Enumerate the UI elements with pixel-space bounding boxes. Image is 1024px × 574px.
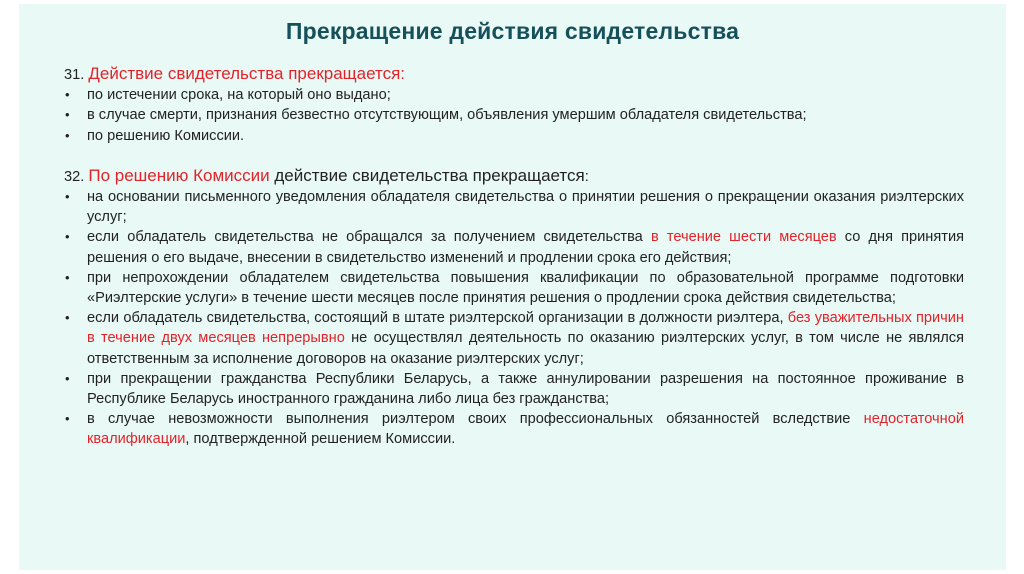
slide-content [64,64,964,450]
list-item: • в случае смерти, признания безвестно отсутствующим, объявления умершим обладателя свидетельства; [64,105,964,125]
section-32-list [64,187,964,450]
page-title: Прекращение действия свидетельства [285,18,740,44]
section-32-title-rest: действие свидетельства прекращается [269,165,585,185]
highlight-red: без уважительных причин в течение двух месяцев непрерывно [87,310,964,347]
list-item: • если обладатель свидетельства, состоящий в штате риэлтерской организации в должности риэлтера, без уважительных причин в течение двух месяцев непрерывно не осуществлял деятельность по оказанию риэлтерских услуг, в том числе не являлся ответственным за исполнение договоров на оказание риэлтерских услуг; [64,308,964,369]
list-item: • при прекращении гражданства Республики Беларусь, а также аннулировании разрешения на постоянное проживание в Республике Беларусь иностранного гражданина либо лица без гражданства; [64,369,964,409]
highlight-red: недостаточной квалификации [87,411,964,448]
section-31-number: 31. [64,67,85,83]
section-31-list [64,85,964,146]
section-32-title-red: По решению Комиссии [88,165,270,185]
list-item: • в случае невозможности выполнения риэлтером своих профессиональных обязанностей вследствие недостаточной квалификации, подтвержденной решением Комиссии. [64,409,964,449]
section-32-number: 32. [64,168,85,185]
section-32-heading [64,166,964,187]
list-item: • если обладатель свидетельства не обращался за получением свидетельства в течение шести месяцев со дня принятия решения о его выдаче, внесении в свидетельство изменений и продлении срока его действия; [64,227,964,267]
list-item: • по решению Комиссии. [64,126,964,146]
highlight-red: в течение шести месяцев [650,229,837,246]
slide [19,4,1006,570]
section-32-title-colon: : [584,168,589,185]
list-item: • на основании письменного уведомления обладателя свидетельства о принятии решения о прекращении оказания риэлтерских услуг; [64,187,964,227]
section-31-heading [64,64,964,85]
list-item: • по истечении срока, на который оно выдано; [64,85,964,105]
section-31-title: Действие свидетельства прекращается: [88,64,406,83]
list-item: • при непрохождении обладателем свидетельства повышения квалификации по образовательной программе подготовки «Риэлтерские услуги» в течение шести месяцев после принятия решения о продлении срока действия свидетельства; [64,268,964,308]
